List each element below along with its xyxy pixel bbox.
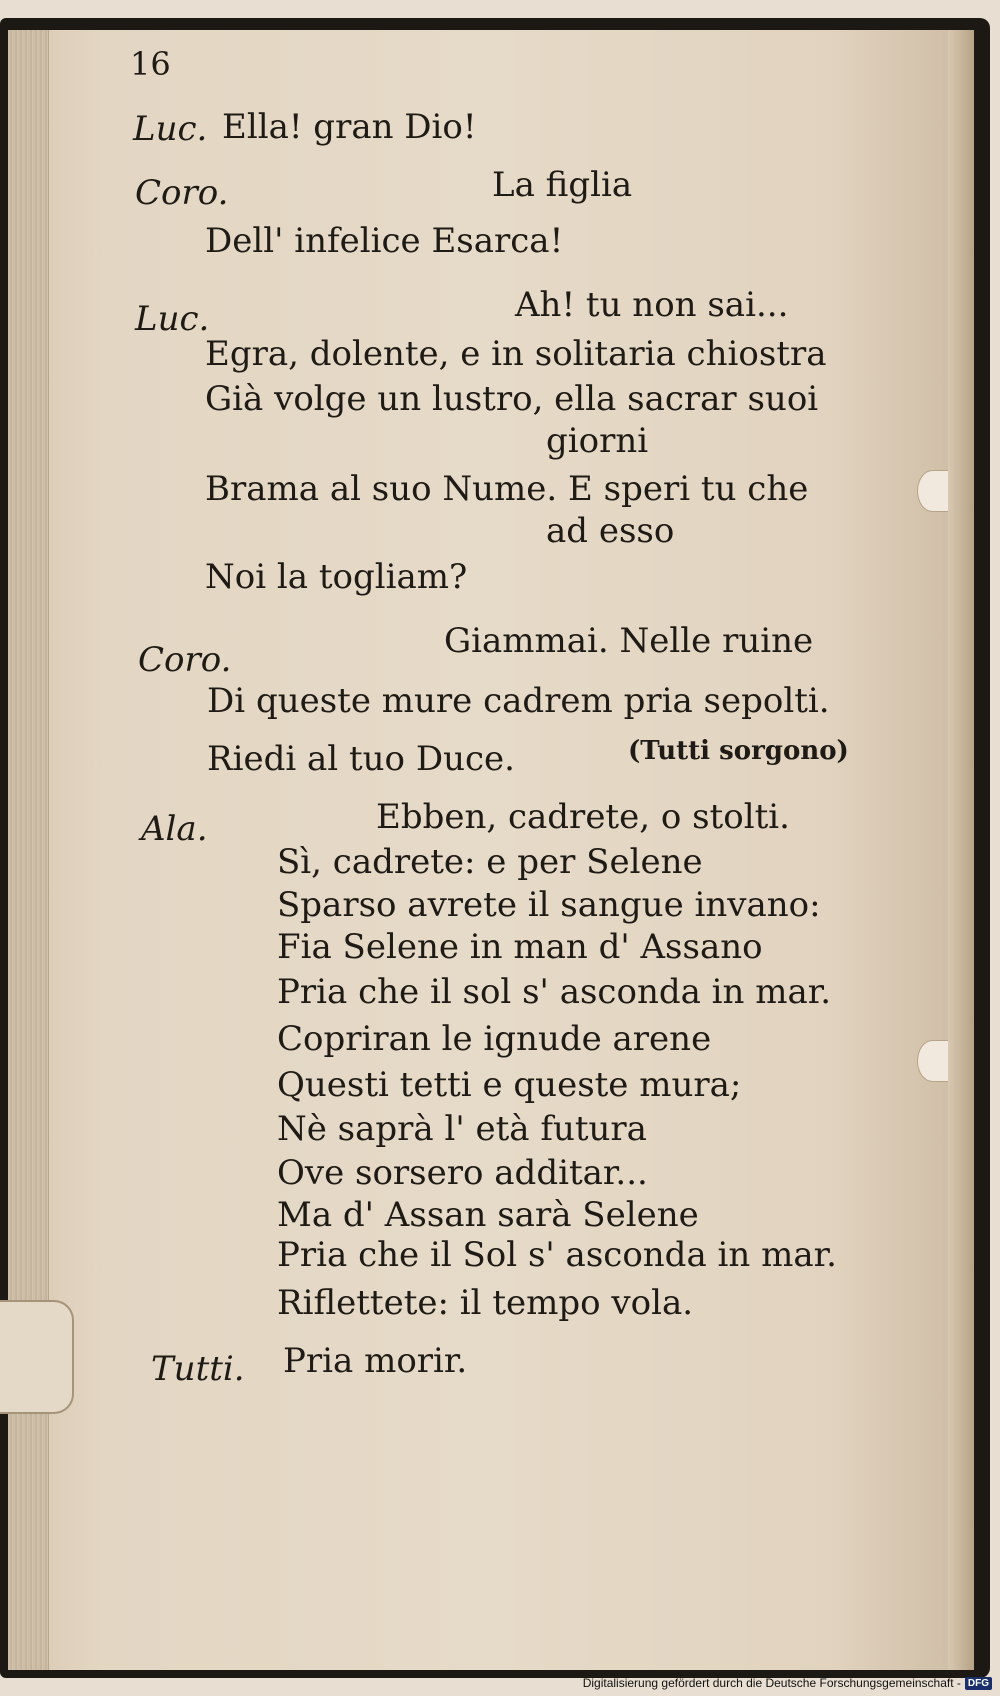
verse-line: Riflettete: il tempo vola.: [277, 1283, 694, 1323]
speaker-label: Tutti.: [151, 1349, 245, 1389]
verse-line: Ebben, cadrete, o stolti.: [376, 797, 790, 837]
verse-line: Sì, cadrete: e per Selene: [277, 842, 703, 882]
verse-line: ad esso: [546, 511, 675, 551]
verse-line: Dell' infelice Esarca!: [205, 221, 564, 261]
verse-line: Noi la togliam?: [205, 557, 468, 597]
verse-line: Questi tetti e queste mura;: [277, 1065, 742, 1105]
page-tear-lower: [917, 1040, 948, 1082]
page-right-edge: [948, 30, 974, 1670]
verse-line: Ove sorsero additar...: [277, 1153, 648, 1193]
speaker-label: Coro.: [135, 173, 229, 213]
speaker-label: Luc.: [135, 299, 210, 339]
verse-line: Di queste mure cadrem pria sepolti.: [207, 681, 830, 721]
speaker-label: Coro.: [138, 640, 232, 680]
verse-line: La figlia: [492, 165, 633, 205]
verse-line: Pria che il sol s' asconda in mar.: [277, 972, 832, 1012]
verse-line: Pria che il Sol s' asconda in mar.: [277, 1235, 837, 1275]
verse-line: Fia Selene in man d' Assano: [277, 927, 763, 967]
verse-line: Pria morir.: [283, 1341, 468, 1381]
verse-line: Sparso avrete il sangue invano:: [277, 885, 821, 925]
verse-line: giorni: [546, 421, 649, 461]
stage-direction: (Tutti sorgono): [628, 736, 849, 766]
verse-line: Giammai. Nelle ruine: [444, 621, 814, 661]
page-clip-tab: [0, 1300, 74, 1414]
speaker-label: Luc.: [133, 109, 208, 149]
verse-line: Nè saprà l' età futura: [277, 1109, 647, 1149]
footer-credit-text: Digitalisierung gefördert durch die Deutsche Forschungsgemeinschaft -: [582, 1676, 961, 1690]
verse-line: Già volge un lustro, ella sacrar suoi: [205, 379, 819, 419]
verse-line: Ah! tu non sai...: [515, 285, 789, 325]
page-tear-upper: [917, 470, 948, 512]
verse-line: Ma d' Assan sarà Selene: [277, 1195, 699, 1235]
verse-line: Ella! gran Dio!: [222, 107, 477, 147]
speaker-label: Ala.: [141, 809, 208, 849]
verse-line: Egra, dolente, e in solitaria chiostra: [205, 334, 827, 374]
page-number: 16: [130, 45, 171, 83]
dfg-logo: DFG: [965, 1677, 992, 1690]
verse-line: Copriran le ignude arene: [277, 1019, 712, 1059]
verse-line: Riedi al tuo Duce.: [207, 739, 515, 779]
verse-line: Brama al suo Nume. E speri tu che: [205, 469, 809, 509]
digitization-footer: [583, 1676, 992, 1690]
page-stack-edges: [8, 30, 49, 1670]
